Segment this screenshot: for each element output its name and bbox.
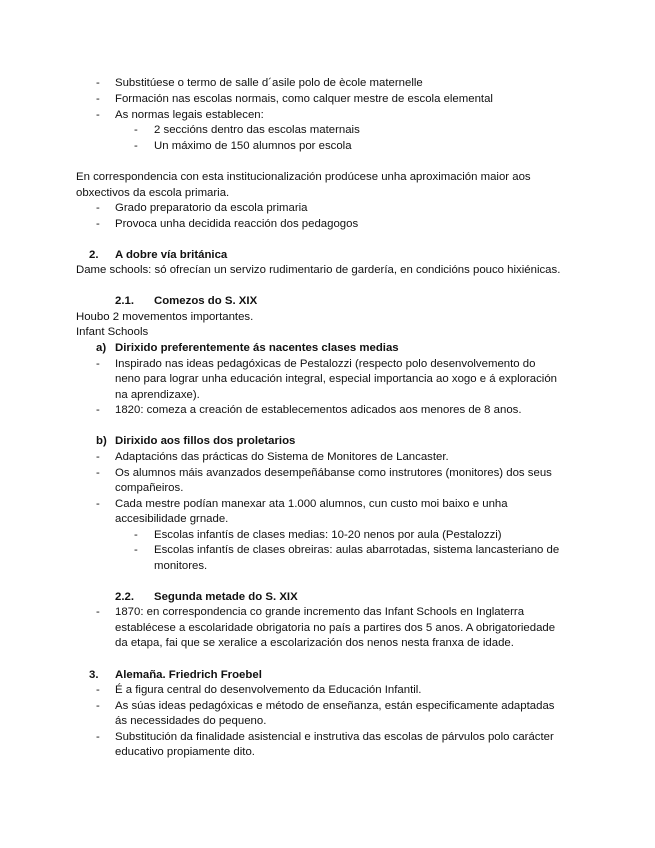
bullet-dash: -: [96, 358, 100, 370]
list-item: As normas legais establecen:: [115, 109, 264, 121]
list-item: Adaptacións das prácticas do Sistema de Monitores de Lancaster.: [115, 451, 449, 463]
bullet-dash: -: [134, 140, 138, 152]
subsection-number: 2.2.: [115, 591, 134, 603]
list-item: 1870: en correspondencia co grande incremento das Infant Schools en Inglaterra: [115, 606, 525, 618]
section-title: A dobre vía británica: [115, 249, 228, 261]
subsection-title: Comezos do S. XIX: [154, 295, 258, 307]
bullet-dash: -: [96, 731, 100, 743]
bullet-dash: -: [96, 202, 100, 214]
bullet-dash: -: [134, 544, 138, 556]
list-item: Os alumnos máis avanzados desempeñábanse como instrutores (monitores) dos seus: [115, 467, 552, 479]
bullet-dash: -: [96, 404, 100, 416]
bullet-dash: -: [96, 684, 100, 696]
list-item-cont: neno para lograr unha educación integral, especial importancia ao xogo e á exploración: [115, 373, 557, 385]
list-item-cont: na aprendizaxe).: [115, 389, 200, 401]
list-item: Formación nas escolas normais, como calquer mestre de escola elemental: [115, 93, 493, 105]
section-title: Alemaña. Friedrich Froebel: [115, 669, 262, 681]
paragraph-line: En correspondencia con esta institucionalización prodúcese unha aproximación maior aos: [76, 171, 531, 183]
bullet-dash: -: [96, 451, 100, 463]
list-item: As súas ideas pedagóxicas e método de enseñanza, están especificamente adaptadas: [115, 700, 555, 712]
list-heading: Dirixido preferentemente ás nacentes clases medias: [115, 342, 399, 354]
sublist-item: 2 seccións dentro das escolas maternais: [154, 124, 360, 136]
list-item: Substitúese o termo de salle d´asile polo de ècole maternelle: [115, 77, 423, 89]
list-item: Inspirado nas ideas pedagóxicas de Pestalozzi (respecto polo desenvolvemento do: [115, 358, 536, 370]
bullet-dash: -: [134, 529, 138, 541]
section-number: 2.: [89, 249, 99, 261]
sublist-item-cont: monitores.: [154, 560, 208, 572]
paragraph-line: Houbo 2 movementos importantes.: [76, 311, 254, 323]
sublist-item: Escolas infantís de clases medias: 10-20 nenos por aula (Pestalozzi): [154, 529, 502, 541]
list-label: a): [96, 342, 107, 354]
list-item-cont: da etapa, fai que se xeralice a escolarización dos nenos nesta franxa de idade.: [115, 637, 514, 649]
list-item: É a figura central do desenvolvemento da Educación Infantil.: [115, 684, 422, 696]
list-item-cont: educativo propiamente dito.: [115, 746, 255, 758]
list-item: Substitución da finalidade asistencial e instrutiva das escolas de párvulos polo carácter: [115, 731, 554, 743]
sublist-item: Un máximo de 150 alumnos por escola: [154, 140, 352, 152]
bullet-dash: -: [96, 700, 100, 712]
list-item: Grado preparatorio da escola primaria: [115, 202, 308, 214]
list-item-cont: compañeiros.: [115, 482, 184, 494]
bullet-dash: -: [96, 218, 100, 230]
bullet-dash: -: [96, 93, 100, 105]
section-number: 3.: [89, 669, 99, 681]
list-label: b): [96, 435, 107, 447]
list-item: Provoca unha decidida reacción dos pedagogos: [115, 218, 359, 230]
bullet-dash: -: [134, 124, 138, 136]
list-item: 1820: comeza a creación de establecementos adicados aos menores de 8 anos.: [115, 404, 522, 416]
sublist-item: Escolas infantís de clases obreiras: aulas abarrotadas, sistema lancasteriano de: [154, 544, 560, 556]
bullet-dash: -: [96, 467, 100, 479]
subsection-title: Segunda metade do S. XIX: [154, 591, 298, 603]
paragraph-line: Infant Schools: [76, 326, 149, 338]
bullet-dash: -: [96, 109, 100, 121]
list-item-cont: establécese a escolaridade obrigatoria no país a partires dos 5 anos. A obrigatoriedade: [115, 622, 556, 634]
list-item-cont: accesibilidade grnade.: [115, 513, 229, 525]
list-item-cont: ás necessidades do pequeno.: [115, 715, 267, 727]
bullet-dash: -: [96, 77, 100, 89]
paragraph-line: Dame schools: só ofrecían un servizo rudimentario de gardería, en condicións pouco hixiénicas.: [76, 264, 561, 276]
bullet-dash: -: [96, 498, 100, 510]
list-heading: Dirixido aos fillos dos proletarios: [115, 435, 296, 447]
paragraph-line: obxectivos da escola primaria.: [76, 187, 230, 199]
bullet-dash: -: [96, 606, 100, 618]
list-item: Cada mestre podían manexar ata 1.000 alumnos, cun custo moi baixo e unha: [115, 498, 508, 510]
subsection-number: 2.1.: [115, 295, 134, 307]
